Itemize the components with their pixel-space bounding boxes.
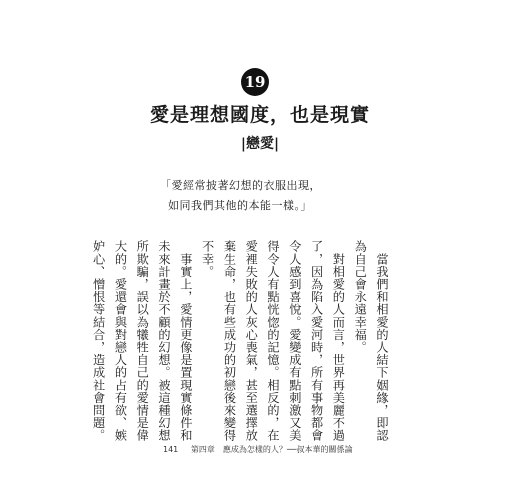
- quote-line-2: 如同我們其他的本能一樣。」: [168, 199, 312, 212]
- chapter-number-badge: 19: [241, 68, 269, 96]
- page-title: 愛是理想國度，也是現實: [149, 104, 370, 126]
- running-header-chapter: 第四章 應成為怎樣的人？──叔本華的關係論: [190, 445, 353, 454]
- epigraph-quote: [160, 176, 400, 216]
- body-text: [87, 240, 392, 450]
- page-number: 141: [163, 445, 179, 454]
- quote-line-1: 「愛經常披著幻想的衣服出現，: [160, 179, 321, 192]
- section-subtitle: |戀愛|: [240, 136, 280, 152]
- paragraph-3: 事實上，愛情更像是置現實條件和未來計畫於不顧的幻想。被這種幻想所欺騙，誤以為犧牲自己的愛情是偉大的。愛還會與對戀人的占有欲、嫉妒心、憎恨等結合，造成社會問題。: [91, 240, 193, 442]
- paragraph-2: 對相愛的人而言，世界再美麗不過了，因為陷入愛河時，所有事物都會令人感到喜悅。愛變成有點刺激又美得令人有點恍惚的記憶。相反的，在愛裡失敗的人灰心喪氣，甚至選擇放棄生命，也有些成功的初戀後來變得不幸。: [200, 240, 346, 442]
- page-footer: [163, 444, 362, 455]
- paragraph-1: 當我們和相愛的人結下姻緣，即認為自己會永遠幸福。: [353, 240, 389, 442]
